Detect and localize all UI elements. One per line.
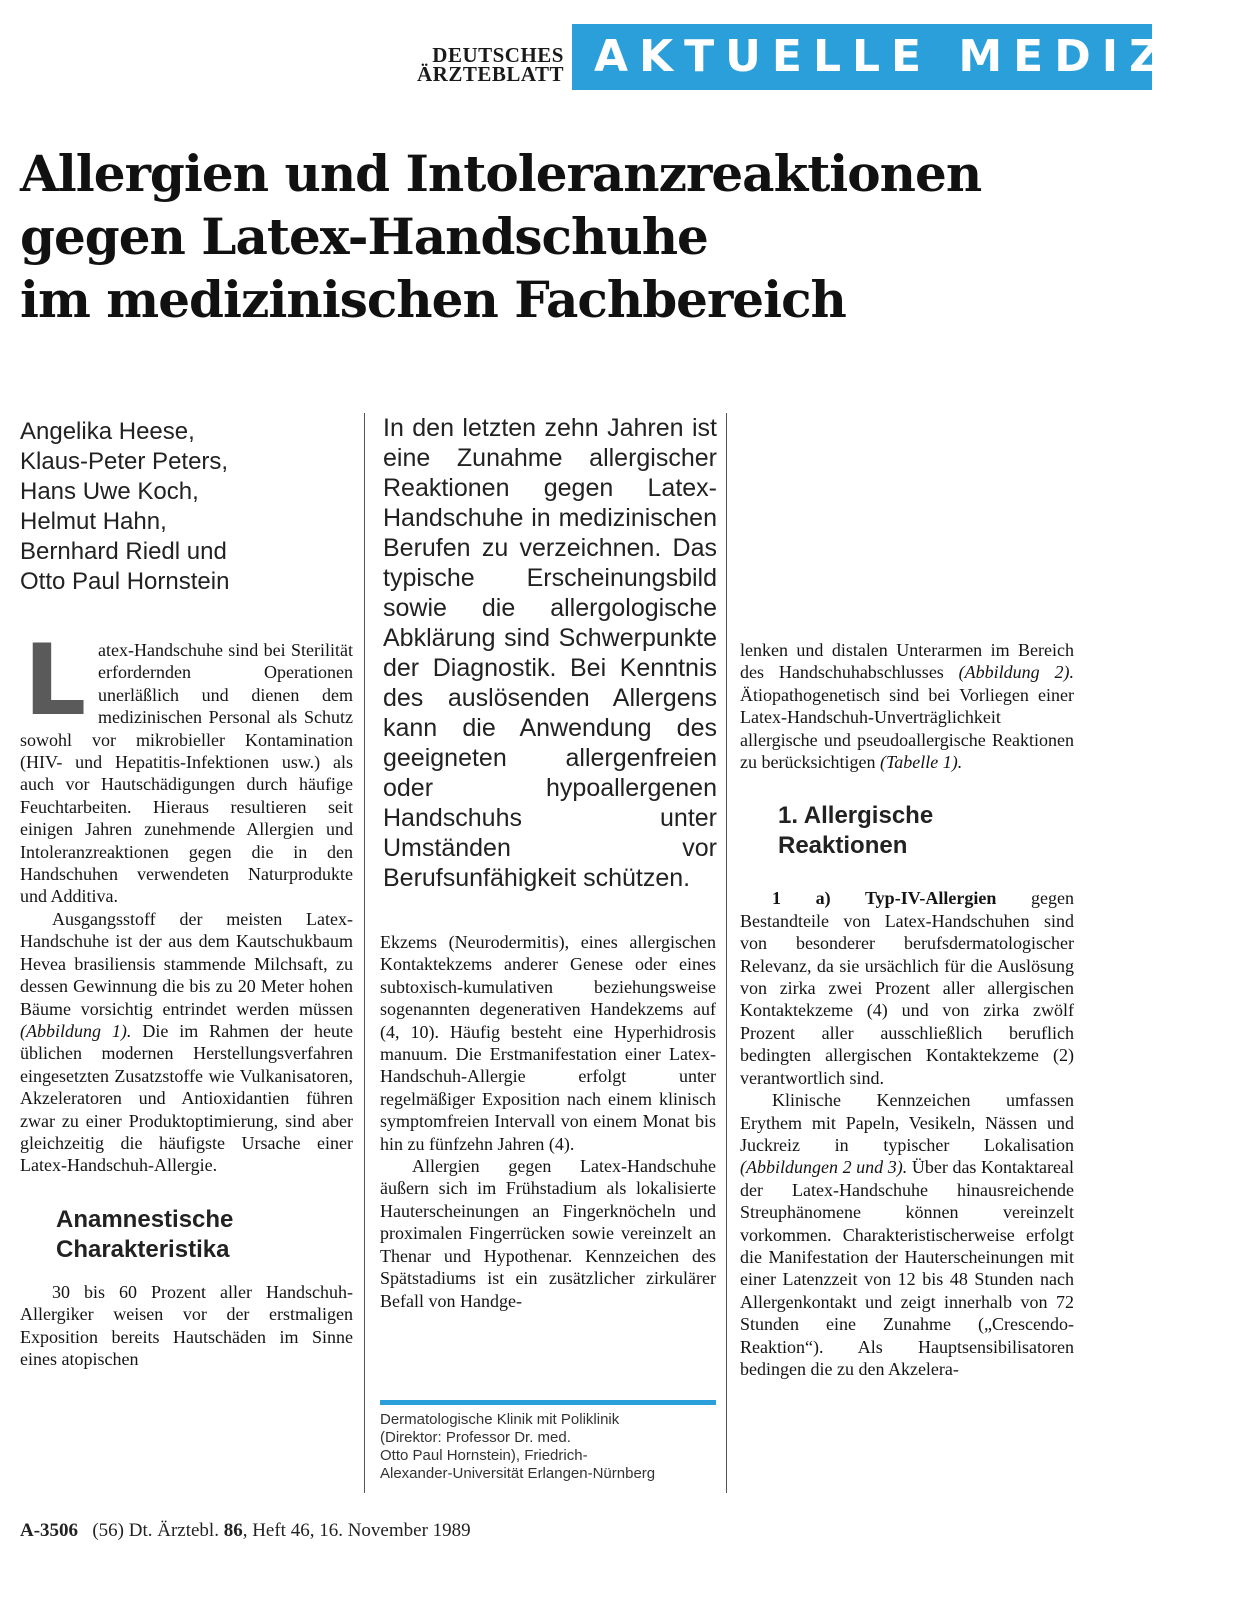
paragraph-text: Die im Rahmen der heute üblichen modernen Herstellungsverfahren eingesetzten Zusatzstoffe wie Vulkanisatoren, Akzeleratoren und Antioxidantien führen zwar zu einer Produktoptimierung, sind aber gleichzeitig die häufigste Ursache einer Latex-Handschuh-Allergie. bbox=[20, 1020, 353, 1176]
paragraph bbox=[740, 639, 1074, 773]
article-title bbox=[20, 142, 1120, 331]
affiliation-line: Alexander-Universität Erlangen-Nürnberg bbox=[380, 1465, 656, 1482]
paragraph: Allergien gegen Latex-Handschuhe äußern sich im Frühstadium als lokalisierte Hauterscheinungen an Fingerknöcheln und proximalen Fingerrücken sowie vereinzelt an Thenar und Hypothenar. Kennzeichen des Spätstadiums ist ein zusätzlicher zirkulärer Befall von Handge- bbox=[380, 1156, 716, 1311]
affiliation-line: Dermatologische Klinik mit Poliklinik bbox=[380, 1411, 620, 1428]
paragraph-text: Klinische Kennzeichen umfassen Erythem mit Papeln, Vesikeln, Nässen und Juckreiz in typischer Lokalisation bbox=[740, 1090, 1074, 1155]
body-column-1 bbox=[20, 624, 353, 1370]
table-reference: (Tabelle 1). bbox=[879, 752, 963, 773]
page-number: A-3506 bbox=[20, 1520, 79, 1541]
affiliation-rule bbox=[380, 1400, 716, 1405]
issue-info: (56) Dt. Ärztebl. bbox=[92, 1520, 224, 1541]
paragraph bbox=[740, 887, 1074, 1089]
heading-line: 1. Allergische bbox=[778, 802, 934, 830]
figure-reference: (Abbildung 1). bbox=[20, 1020, 132, 1041]
paragraph-text: Ausgangsstoff der meisten Latex-Handschuhe ist der aus dem Kautschukbaum Hevea brasiliensis stammende Milchsaft, zu dessen Gewinnung die bis zu 20 Meter hohen Bäume vorsichtig entrindet werden müssen bbox=[20, 908, 353, 1019]
column-rule-right bbox=[726, 413, 727, 1493]
affiliation-line: Otto Paul Hornstein), Friedrich- bbox=[380, 1447, 588, 1464]
title-line-3: im medizinischen Fachbereich bbox=[20, 270, 846, 329]
title-line-1: Allergien und Intoleranzreaktionen bbox=[20, 144, 982, 203]
drop-cap: L bbox=[23, 624, 87, 738]
author: Klaus-Peter Peters, bbox=[20, 448, 229, 475]
journal-brand bbox=[406, 43, 564, 86]
section-heading bbox=[778, 801, 1074, 861]
paragraph bbox=[740, 1089, 1074, 1380]
heading-line: Charakteristika bbox=[56, 1235, 230, 1263]
author: Otto Paul Hornstein bbox=[20, 568, 230, 595]
paragraph-text: gegen Bestandteile von Latex-Handschuhen sind von besonderer berufsdermatologischer Relevanz, da sie ursächlich für die Auslösung von zirka zwei Prozent aller allergischen Kontaktekzeme (4) und von zirka zwölf Prozent aller ausschließlich beruflich bedingten allergischen Kontaktekzeme (2) verantwortlich sind. bbox=[740, 888, 1074, 1088]
heading-line: Reaktionen bbox=[778, 832, 908, 860]
author: Hans Uwe Koch, bbox=[20, 478, 199, 505]
paragraph-text: Ätiopathogenetisch sind bei Vorliegen einer Latex-Handschuh-Unverträglichkeit allergische und pseudoallergische Reaktionen zu berücksichtigen bbox=[740, 684, 1074, 773]
section-banner: AKTUELLE MEDIZIN bbox=[572, 24, 1152, 90]
section-heading bbox=[56, 1205, 353, 1265]
issue-date: , Heft 46, 16. November 1989 bbox=[242, 1520, 471, 1541]
figure-reference: (Abbildung 2). bbox=[958, 662, 1074, 683]
page-footer bbox=[20, 1519, 471, 1543]
affiliation bbox=[380, 1411, 720, 1483]
paragraph-text: Über das Kontaktareal der Latex-Handschuhe hinausreichende Streuphänomene können vereinzelt vorkommen. Charakteristischerweise erfolgt die Manifestation der Hauterscheinungen mit einer Latenzzeit von 12 bis 48 Stunden nach Allergenkontakt und zeigt innerhalb von 72 Stunden eine Zunahme („Crescendo-Reaktion“). Als Hauptsensibilisatoren bedingen die zu den Akzelera- bbox=[740, 1157, 1074, 1379]
author: Helmut Hahn, bbox=[20, 508, 167, 535]
affiliation-line: (Direktor: Professor Dr. med. bbox=[380, 1429, 571, 1446]
title-line-2: gegen Latex-Handschuhe bbox=[20, 207, 708, 266]
abstract: In den letzten zehn Jahren ist eine Zunahme allergischer Reaktionen gegen Latex-Handschuhe in medizinischen Berufen zu verzeichnen. Das typische Erscheinungsbild sowie die allergologische Abklärung sind Schwerpunkte der Diagnostik. Bei Kenntnis des auslösenden Allergens kann die Anwendung des geeigneten allergenfreien oder hypoallergenen Handschuhs unter Umständen vor Berufsunfähigkeit schützen. bbox=[383, 414, 717, 892]
brand-line-2: ÄRZTEBLATT bbox=[417, 62, 564, 86]
author: Bernhard Riedl und bbox=[20, 538, 227, 565]
volume-number: 86 bbox=[223, 1520, 243, 1541]
body-column-2 bbox=[380, 931, 716, 1312]
body-column-3 bbox=[740, 639, 1074, 1380]
paragraph: Ekzems (Neurodermitis), eines allergischen Kontaktekzems anderer Genese oder eines subtoxisch-kumulativen beziehungsweise sogenannten degenerativen Handekzems auf (4, 10). Häufig besteht eine Hyperhidrosis manuum. Die Erstmanifestation einer Latex-Handschuh-Allergie erfolgt unter regelmäßiger Exposition nach einem klinisch symptomfreien Intervall von einem Monat bis hin zu fünfzehn Jahren (4). bbox=[380, 932, 716, 1154]
paragraph-text: lenken und distalen Unterarmen im Bereich des Handschuhabschlusses bbox=[740, 640, 1074, 683]
paragraph bbox=[20, 908, 353, 1177]
brand-line-1: DEUTSCHES bbox=[432, 43, 564, 67]
author: Angelika Heese, bbox=[20, 418, 195, 445]
subsection-label: 1 a) Typ-IV-Allergien bbox=[772, 888, 997, 909]
paragraph: 30 bis 60 Prozent aller Handschuh-Allergiker weisen vor der erstmaligen Exposition bereits Hautschäden im Sinne eines atopischen bbox=[20, 1281, 353, 1369]
heading-line: Anamnestische bbox=[56, 1205, 234, 1233]
figure-reference: (Abbildungen 2 und 3). bbox=[740, 1157, 908, 1178]
column-rule-left bbox=[364, 413, 365, 1493]
intro-paragraph bbox=[20, 624, 353, 908]
paragraph-text: atex-Handschuhe sind bei Sterilität erfordernden Operationen unerläßlich und dienen dem medizinischen Personal als Schutz sowohl vor mikrobieller Kontamination (HIV- und Hepatitis-Infektionen usw.) als auch vor Hautschädigungen durch häufige Feuchtarbeiten. Hieraus resultieren seit einigen Jahren zunehmende Allergien und Intoleranzreaktionen gegen die in den Handschuhen verwendeten Naturprodukte und Additiva. bbox=[20, 640, 353, 907]
author-list bbox=[20, 417, 340, 597]
